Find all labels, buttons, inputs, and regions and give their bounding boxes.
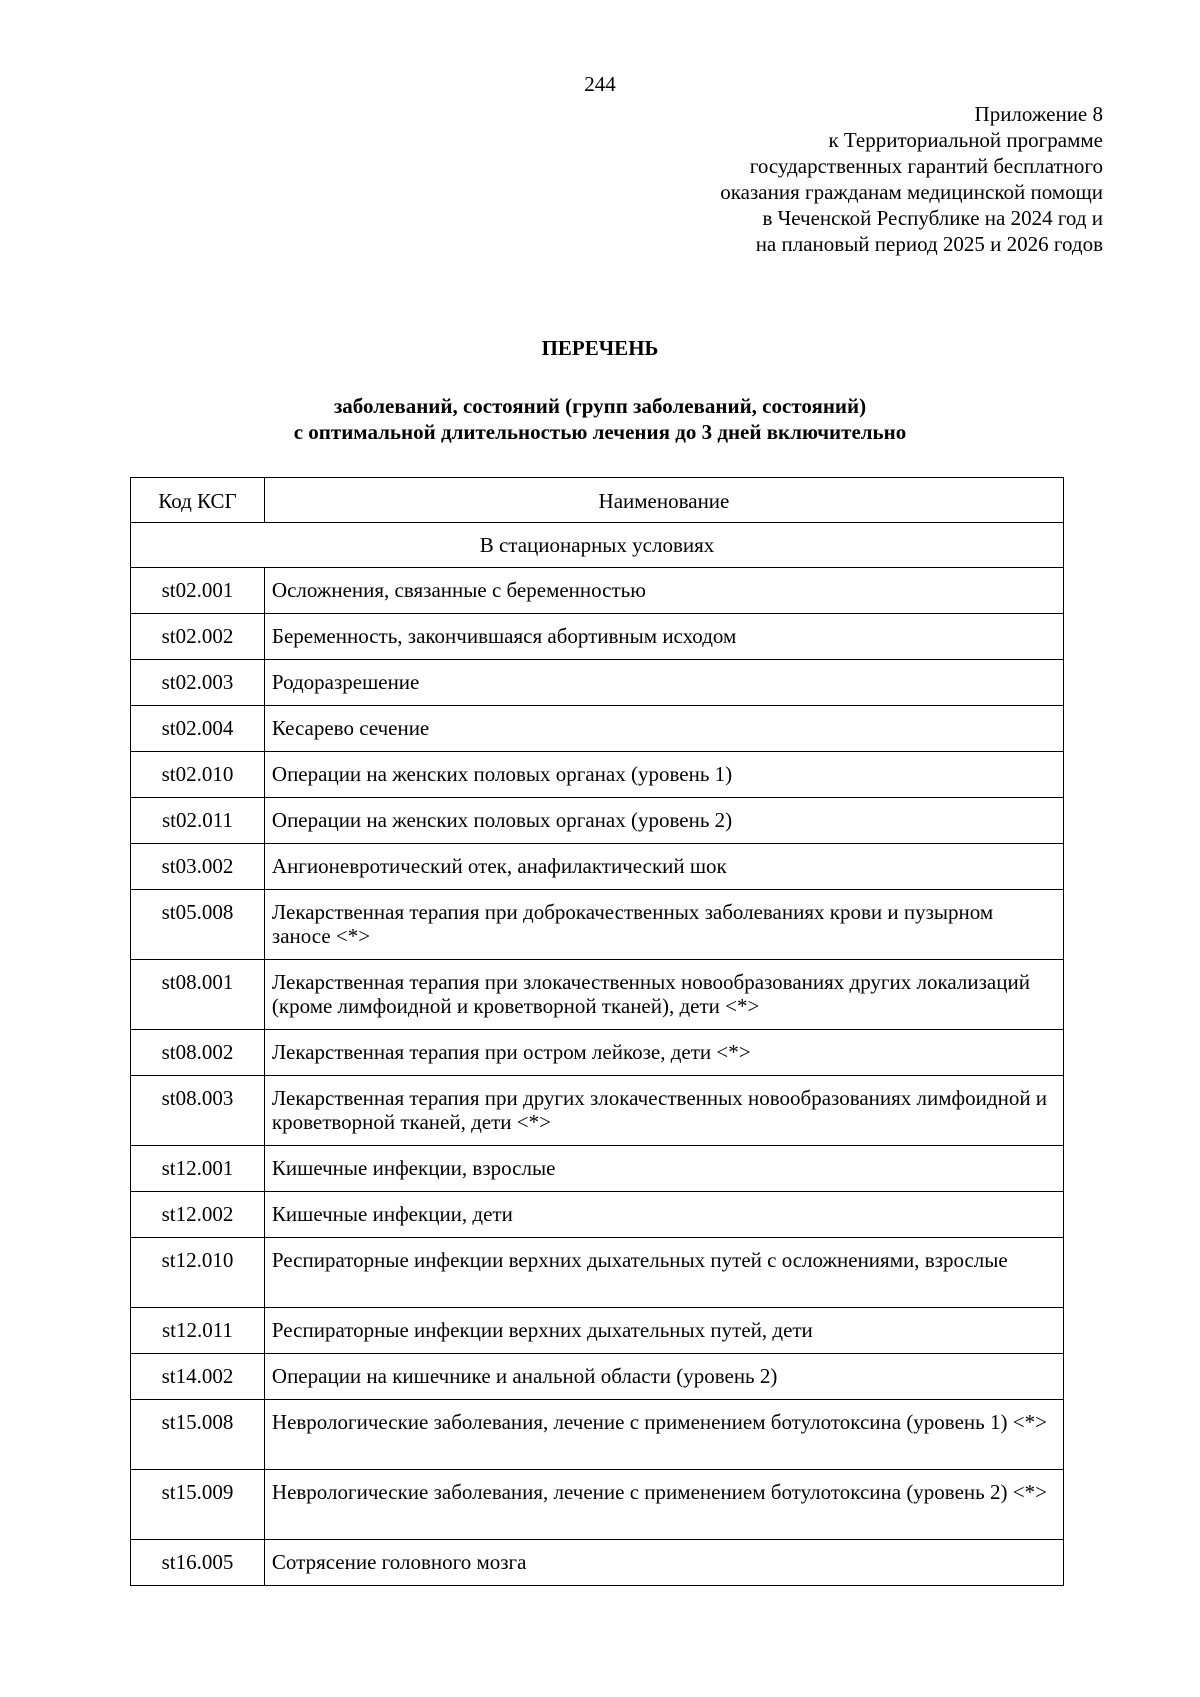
row-code: st02.002 (131, 614, 265, 660)
row-code: st14.002 (131, 1354, 265, 1400)
table-row (131, 1076, 1064, 1146)
appendix-line: оказания гражданам медицинской помощи (720, 180, 1103, 204)
appendix-line: к Территориальной программе (828, 128, 1103, 152)
appendix-line: в Чеченской Республике на 2024 год и (762, 206, 1103, 230)
row-code: st05.008 (131, 890, 265, 960)
section-row (131, 523, 1064, 568)
appendix-line: на плановый период 2025 и 2026 годов (755, 232, 1103, 256)
table-row (131, 752, 1064, 798)
row-code: st02.003 (131, 660, 265, 706)
table-row (131, 798, 1064, 844)
table-row (131, 1030, 1064, 1076)
table-row (131, 890, 1064, 960)
row-code: st02.001 (131, 568, 265, 614)
table-row (131, 844, 1064, 890)
table-row (131, 1192, 1064, 1238)
table-row (131, 706, 1064, 752)
table-header-row (131, 478, 1064, 523)
row-code: st12.011 (131, 1308, 265, 1354)
table-row (131, 614, 1064, 660)
row-name: Лекарственная терапия при злокачественных новообразованиях других локализаций (кроме лимфоидной и кроветворной тканей), дети <*> (264, 960, 1063, 1030)
section-label: В стационарных условиях (131, 523, 1064, 568)
row-code: st08.002 (131, 1030, 265, 1076)
row-code: st15.008 (131, 1400, 265, 1470)
row-name: Неврологические заболевания, лечение с применением ботулотоксина (уровень 2) <*> (264, 1470, 1063, 1540)
row-code: st08.001 (131, 960, 265, 1030)
table-row (131, 1540, 1064, 1586)
row-name: Осложнения, связанные с беременностью (264, 568, 1063, 614)
subtitle-line: с оптимальной длительностью лечения до 3 дней включительно (293, 420, 907, 444)
row-name: Респираторные инфекции верхних дыхательных путей с осложнениями, взрослые (264, 1238, 1063, 1308)
row-code: st15.009 (131, 1470, 265, 1540)
row-name: Лекарственная терапия при других злокачественных новообразованиях лимфоидной и кроветворной тканей, дети <*> (264, 1076, 1063, 1146)
document-title: ПЕРЕЧЕНЬ (541, 336, 659, 360)
table-row (131, 1146, 1064, 1192)
table-row (131, 1238, 1064, 1308)
document-subtitle (0, 393, 1200, 445)
row-name: Ангионевротический отек, анафилактический шок (264, 844, 1063, 890)
row-name: Кишечные инфекции, дети (264, 1192, 1063, 1238)
row-name: Кесарево сечение (264, 706, 1063, 752)
header-code: Код КСГ (131, 478, 265, 523)
row-name: Респираторные инфекции верхних дыхательных путей, дети (264, 1308, 1063, 1354)
row-name: Лекарственная терапия при остром лейкозе, дети <*> (264, 1030, 1063, 1076)
subtitle-line: заболеваний, состояний (групп заболеваний, состояний) (333, 394, 867, 418)
row-name: Беременность, закончившаяся абортивным исходом (264, 614, 1063, 660)
table-row (131, 960, 1064, 1030)
row-name: Сотрясение головного мозга (264, 1540, 1063, 1586)
table-row (131, 1470, 1064, 1540)
row-code: st02.004 (131, 706, 265, 752)
row-name: Операции на кишечнике и анальной области (уровень 2) (264, 1354, 1063, 1400)
table-row (131, 568, 1064, 614)
row-name: Лекарственная терапия при доброкачественных заболеваниях крови и пузырном заносе <*> (264, 890, 1063, 960)
row-name: Операции на женских половых органах (уровень 1) (264, 752, 1063, 798)
table-row (131, 660, 1064, 706)
appendix-line: государственных гарантий бесплатного (749, 154, 1103, 178)
row-code: st08.003 (131, 1076, 265, 1146)
ksg-table (130, 477, 1064, 1586)
appendix-note (543, 101, 1103, 257)
table-row (131, 1308, 1064, 1354)
row-code: st12.001 (131, 1146, 265, 1192)
row-code: st12.010 (131, 1238, 265, 1308)
row-name: Кишечные инфекции, взрослые (264, 1146, 1063, 1192)
appendix-line: Приложение 8 (974, 102, 1103, 126)
row-name: Неврологические заболевания, лечение с применением ботулотоксина (уровень 1) <*> (264, 1400, 1063, 1470)
row-code: st02.010 (131, 752, 265, 798)
row-name: Родоразрешение (264, 660, 1063, 706)
row-name: Операции на женских половых органах (уровень 2) (264, 798, 1063, 844)
row-code: st12.002 (131, 1192, 265, 1238)
page-number: 244 (584, 72, 616, 96)
table-row (131, 1354, 1064, 1400)
header-name: Наименование (264, 478, 1063, 523)
row-code: st02.011 (131, 798, 265, 844)
row-code: st16.005 (131, 1540, 265, 1586)
table-row (131, 1400, 1064, 1470)
row-code: st03.002 (131, 844, 265, 890)
